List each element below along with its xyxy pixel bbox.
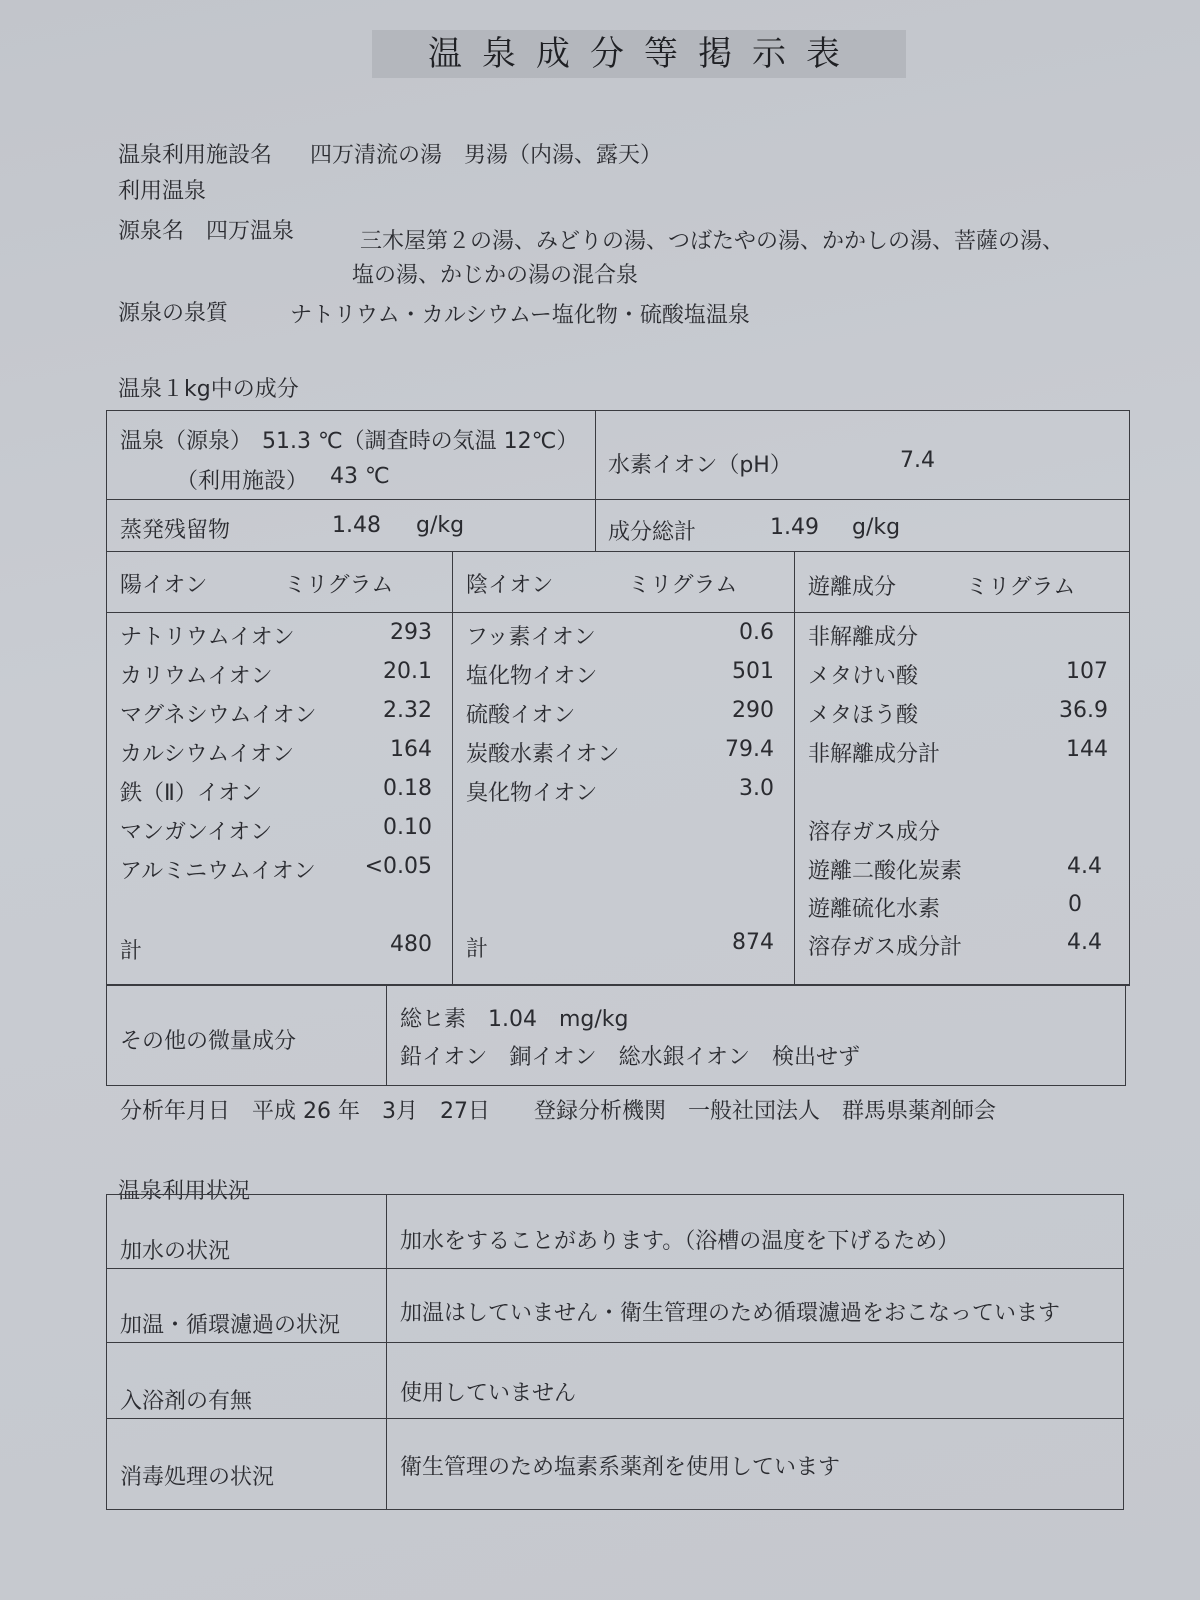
trace-label: その他の微量成分 [120, 1029, 297, 1054]
free-name: 遊離硫化水素 [808, 897, 941, 922]
anion-value: 290 [732, 698, 774, 723]
status-label: 入浴剤の有無 [120, 1389, 253, 1414]
ph-value: 7.4 [900, 448, 935, 473]
total-label: 成分総計 [608, 520, 697, 545]
free-name: 溶存ガス成分計 [808, 935, 963, 960]
temp-facility-value: 43 ℃ [330, 464, 390, 489]
cation-value: 293 [390, 620, 432, 645]
trace-line1: 総ヒ素 1.04 mg/kg [400, 1007, 629, 1032]
cation-value: 2.32 [383, 698, 432, 723]
anion-value: 0.6 [739, 620, 774, 645]
status-heading: 温泉利用状況 [118, 1179, 251, 1204]
anion-name: 塩化物イオン [466, 664, 598, 689]
anion-value: 501 [732, 659, 774, 684]
total-unit: g/kg [852, 515, 901, 540]
free-name: 遊離二酸化炭素 [808, 859, 963, 884]
anion-unit: ミリグラム [628, 573, 738, 598]
quality-value: ナトリウム・カルシウムー塩化物・硫酸塩温泉 [290, 303, 750, 328]
status-value: 加水をすることがあります。（浴槽の温度を下げるため） [400, 1229, 960, 1254]
free-value: 4.4 [1067, 854, 1102, 879]
divider [794, 551, 795, 986]
components-heading: 温泉１kg中の成分 [118, 377, 299, 402]
trace-line2: 鉛イオン 銅イオン 総水銀イオン 検出せず [400, 1045, 861, 1070]
anion-name: フッ素イオン [466, 625, 596, 650]
divider [106, 1418, 1124, 1419]
cation-value: 0.18 [383, 776, 432, 801]
cation-name: ナトリウムイオン [120, 625, 295, 650]
source-line2: 塩の湯、かじかの湯の混合泉 [352, 263, 639, 288]
free-value: 36.9 [1059, 698, 1108, 723]
cation-unit: ミリグラム [284, 573, 394, 598]
temp-source-label: 温泉（源泉） [120, 429, 253, 454]
free-name: 非解離成分 [808, 625, 919, 650]
source-line1: 三木屋第２の湯、みどりの湯、つばたやの湯、かかしの湯、菩薩の湯、 [360, 229, 1065, 254]
status-value: 衛生管理のため塩素系薬剤を使用しています [400, 1455, 841, 1480]
divider [106, 551, 1130, 552]
free-name: 非解離成分計 [808, 742, 941, 767]
free-value: 107 [1066, 659, 1108, 684]
status-label: 加水の状況 [120, 1239, 231, 1264]
free-value: 4.4 [1067, 930, 1102, 955]
temp-source-value: 51.3 ℃（調査時の気温 12℃） [262, 429, 579, 454]
anion-header: 陰イオン [466, 573, 554, 598]
cation-name: マグネシウムイオン [120, 703, 317, 728]
status-value: 使用していません [400, 1381, 577, 1406]
residue-unit: g/kg [416, 513, 465, 538]
source-label: 源泉名 四万温泉 [118, 219, 295, 244]
page-title: 温泉成分等掲示表 [372, 30, 906, 78]
anion-name: 炭酸水素イオン [466, 742, 620, 767]
divider [386, 984, 387, 1086]
cation-total-label: 計 [120, 939, 143, 964]
anion-name: 硫酸イオン [466, 703, 576, 728]
anion-name: 臭化物イオン [466, 781, 598, 806]
divider [106, 612, 1130, 613]
divider [452, 551, 453, 986]
free-header: 遊離成分 [808, 575, 897, 600]
free-name: メタほう酸 [808, 703, 919, 728]
total-value: 1.49 [770, 515, 819, 540]
residue-label: 蒸発残留物 [120, 518, 231, 543]
quality-label: 源泉の泉質 [118, 301, 229, 326]
anion-total-value: 874 [732, 930, 774, 955]
cation-name: カリウムイオン [120, 664, 273, 689]
temp-facility-label: （利用施設） [176, 469, 309, 494]
divider [106, 1268, 1124, 1269]
cation-name: カルシウムイオン [120, 742, 295, 767]
free-name: メタけい酸 [808, 664, 919, 689]
cation-total-value: 480 [390, 932, 432, 957]
cation-header: 陽イオン [120, 573, 208, 598]
cation-value: 0.10 [383, 815, 432, 840]
free-value: 0 [1068, 892, 1082, 917]
cation-name: マンガンイオン [120, 820, 273, 845]
free-value: 144 [1066, 737, 1108, 762]
anion-value: 3.0 [739, 776, 774, 801]
usage-label: 利用温泉 [118, 179, 207, 204]
divider [106, 499, 1130, 500]
cation-name: 鉄（Ⅱ）イオン [120, 781, 263, 806]
facility-label: 温泉利用施設名 [118, 143, 273, 168]
anion-total-label: 計 [466, 937, 489, 962]
status-label: 消毒処理の状況 [120, 1465, 275, 1490]
cation-value: 164 [390, 737, 432, 762]
divider [386, 1194, 387, 1510]
divider [106, 1342, 1124, 1343]
ph-label: 水素イオン（pH） [608, 453, 792, 478]
facility-value: 四万清流の湯 男湯（内湯、露天） [310, 143, 663, 168]
cation-value: <0.05 [364, 854, 432, 879]
divider [595, 410, 596, 552]
cation-value: 20.1 [383, 659, 432, 684]
free-unit: ミリグラム [966, 575, 1076, 600]
residue-value: 1.48 [332, 513, 381, 538]
anion-value: 79.4 [725, 737, 774, 762]
cation-name: アルミニウムイオン [120, 859, 316, 884]
free-name: 溶存ガス成分 [808, 820, 941, 845]
status-label: 加温・循環濾過の状況 [120, 1313, 341, 1338]
status-value: 加温はしていません・衛生管理のため循環濾過をおこなっています [400, 1301, 1061, 1326]
analysis-info: 分析年月日 平成 26 年 3月 27日 登録分析機関 一般社団法人 群馬県薬剤師会 [120, 1099, 996, 1124]
